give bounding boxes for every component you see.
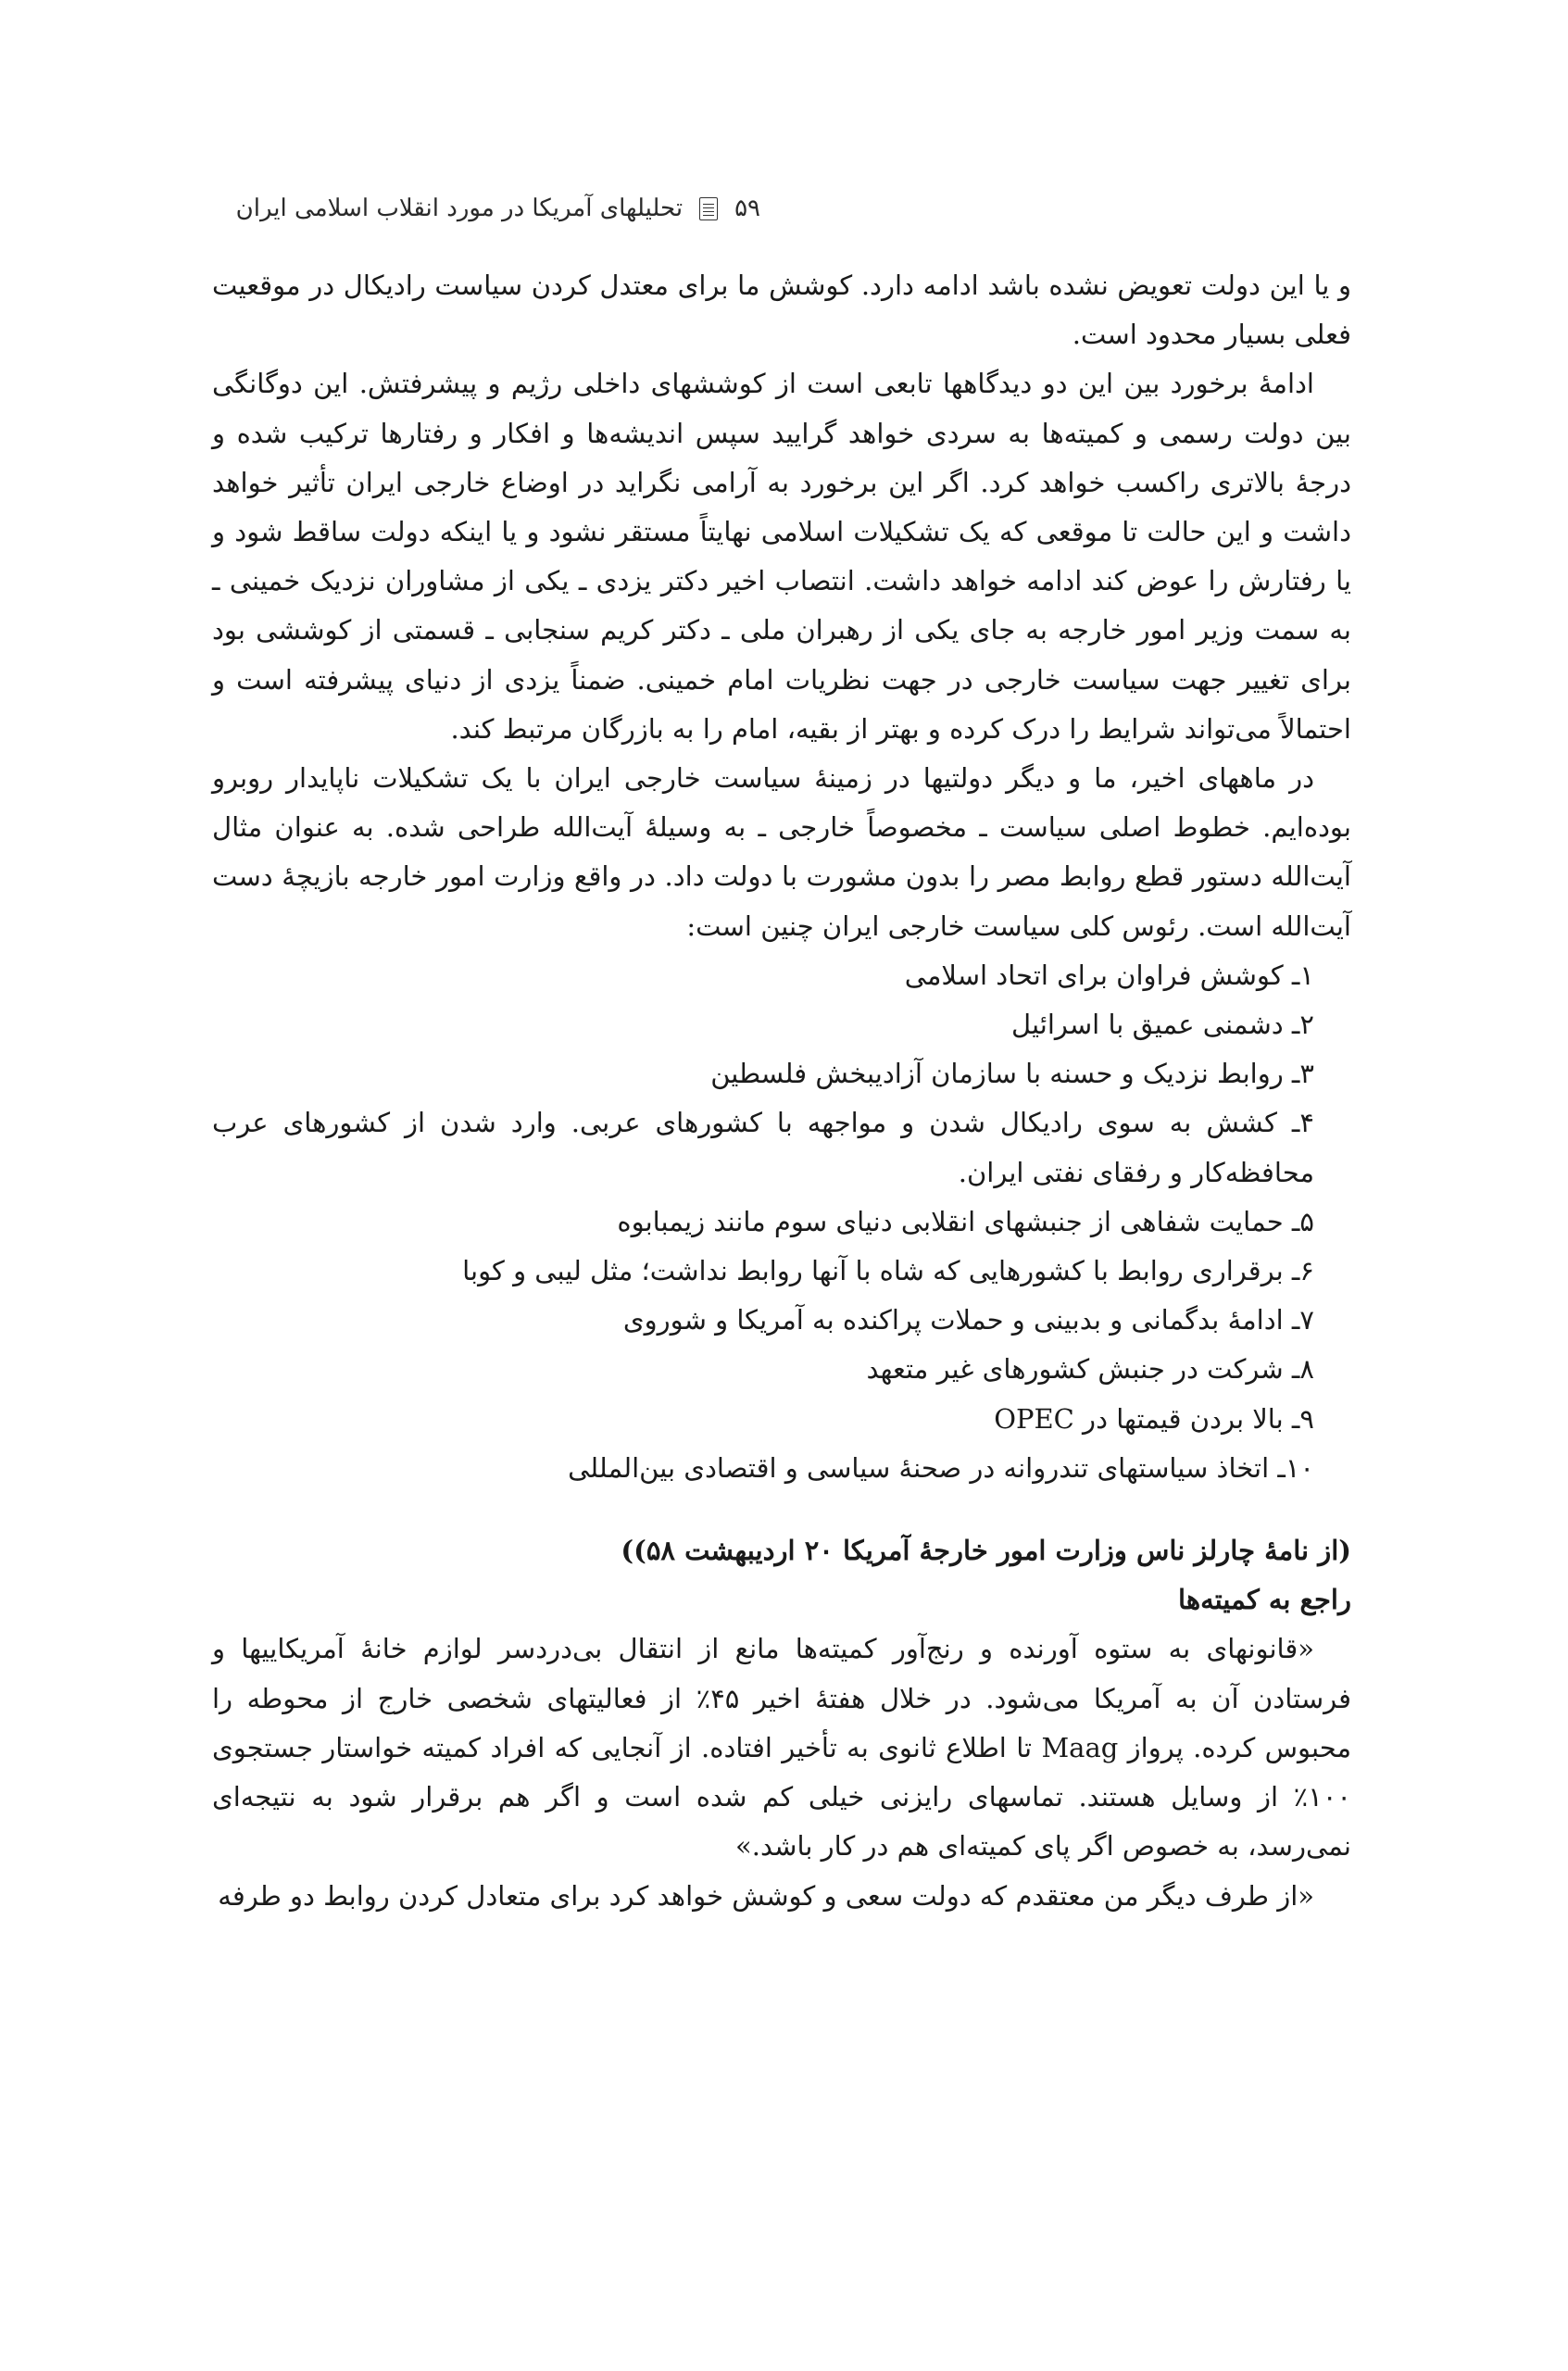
list-item: ۸ـ شرکت در جنبش کشورهای غیر متعهد (866, 1353, 1314, 1386)
page-number: ۵۹ (734, 194, 760, 222)
list-item: ۵ـ حمایت شفاهی از جنبشهای انقلابی دنیای سوم مانند زیمبابوه (617, 1205, 1314, 1237)
list-item: ۱۰ـ اتخاذ سیاستهای تندروانه در صحنهٔ سیاسی و اقتصادی بین‌المللی (568, 1451, 1314, 1484)
paragraph-foreign-policy: در ماههای اخیر، ما و دیگر دولتیها در زمینهٔ سیاست خارجی ایران با یک تشکیلات ناپایدار روبرو بوده‌ایم. خطوط اصلی سیاست ـ مخصوصاً خارجی ـ به وسیلهٔ آیت‌الله طراحی شده. به عنوان مثال آیت‌الله دستور قطع روابط مصر را بدون مشورت با دولت داد. در واقع وزارت امور خارجه بازیچهٔ دست آیت‌الله است. رئوس کلی سیاست خارجی ایران چنین است: (212, 762, 1351, 942)
list-item: ۶ـ برقراری روابط با کشورهایی که شاه با آنها روابط نداشت؛ مثل لیبی و کوبا (462, 1255, 1314, 1287)
committees-heading: راجع به کمیته‌ها (1178, 1584, 1351, 1616)
list-item: ۹ـ بالا بردن قیمتها در OPEC (994, 1402, 1314, 1435)
list-item: ۳ـ روابط نزدیک و حسنه با سازمان آزادیبخش فلسطین (710, 1058, 1314, 1090)
paragraph-quote-relations: «از طرف دیگر من معتقدم که دولت سعی و کوشش خواهد کرد برای متعادل کردن روابط دو طرفه (218, 1879, 1314, 1912)
page-icon (699, 197, 718, 220)
list-item: ۲ـ دشمنی عمیق با اسرائیل (1011, 1009, 1314, 1041)
paragraph-conflict: ادامهٔ برخورد بین این دو دیدگاهها تابعی است از کوششهای داخلی رژیم و پیشرفتش. این دوگانگی بین دولت رسمی و کمیته‌ها به سردی خواهد گرایید سپس اندیشه‌ها و افکار و رفتارها ترکیب شده و درجهٔ بالاتری راکسب خواهد کرد. اگر این برخورد به آرامی نگراید در اوضاع خارجی ایران تأثیر خواهد داشت و این حالت تا موقعی که یک تشکیلات اسلامی نهایتاً مستقر نشود و یا اینکه دولت ساقط شود و یا رفتارش را عوض کند ادامه خواهد داشت. انتصاب اخیر دکتر یزدی ـ یکی از مشاوران نزدیک خمینی ـ به سمت وزیر امور خارجه به جای یکی از رهبران ملی ـ دکتر کریم سنجابی ـ قسمتی از کوششی بود برای تغییر جهت سیاست خارجی در جهت نظریات امام خمینی. ضمناً یزدی از دنیای پیشرفته است و احتمالاً می‌تواند شرایط را درک کرده و بهتر از بقیه، امام را به بازرگان مرتبط کند. (212, 368, 1351, 745)
section-spacer (212, 1493, 1351, 1526)
running-header (186, 185, 760, 232)
list-item: ۴ـ کشش به سوی رادیکال شدن و مواجهه با کشورهای عربی. وارد شدن از کشورهای عرب محافظه‌کار و رفقای نفتی ایران. (212, 1107, 1314, 1188)
paragraph-continuation: و یا این دولت تعویض نشده باشد ادامه دارد. کوشش ما برای معتدل کردن سیاست رادیکال در موقعیت فعلی بسیار محدود است. (212, 270, 1351, 351)
policy-list (212, 951, 1351, 1493)
letter-source-heading: (از نامهٔ چارلز ناس وزارت امور خارجهٔ آمریکا ۲۰ اردیبهشت ۵۸)) (621, 1535, 1351, 1567)
body-text (212, 261, 1351, 1921)
running-title: تحلیلهای آمریکا در مورد انقلاب اسلامی ایران (235, 194, 684, 222)
list-item: ۷ـ ادامهٔ بدگمانی و بدبینی و حملات پراکنده به آمریکا و شوروی (622, 1304, 1314, 1336)
paragraph-quote-committees: «قانونهای به ستوه آورنده و رنج‌آور کمیته‌ها مانع از انتقال بی‌دردسر لوازم خانهٔ آمریکاییها و فرستادن آن به آمریکا می‌شود. در خلال هفتهٔ اخیر ۴۵٪ از فعالیتهای شخصی خارج از محوطه را محبوس کرده. پرواز Maag تا اطلاع ثانوی به تأخیر افتاده. از آنجایی که افراد کمیته خواستار جستجوی ۱۰۰٪ از وسایل هستند. تماسهای رایزنی خیلی کم شده است و اگر هم برقرار شود به نتیجه‌ای نمی‌رسد، به خصوص اگر پای کمیته‌ای هم در کار باشد.» (212, 1633, 1352, 1863)
list-item: ۱ـ کوشش فراوان برای اتحاد اسلامی (904, 959, 1314, 991)
